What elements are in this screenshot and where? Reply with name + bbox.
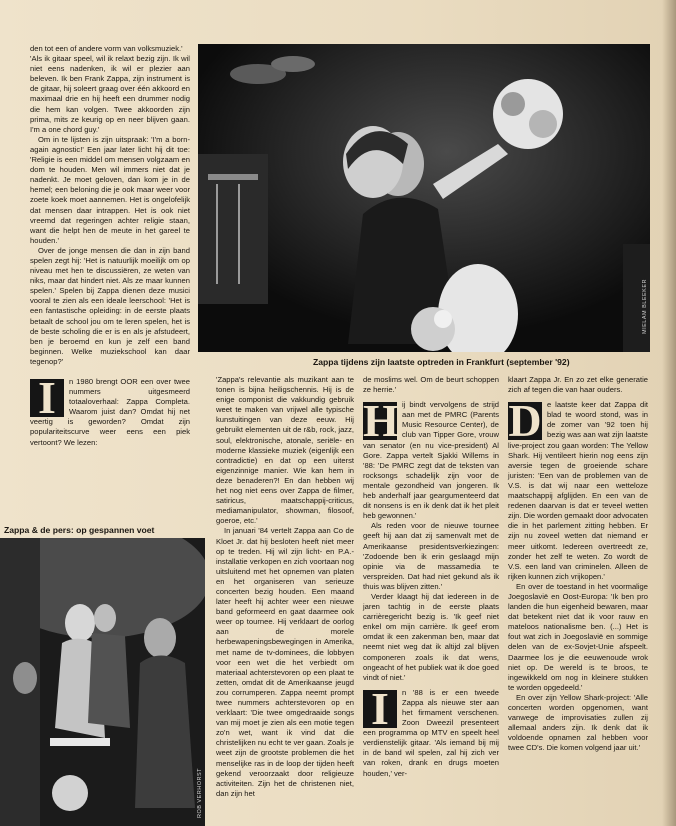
paragraph: de moslims wel. Om de beurt schoppen ze herrie.' <box>363 375 499 395</box>
paragraph: klaart Zappa Jr. En zo zet elke generatie zich af tegen die van haar ouders. <box>508 375 648 395</box>
paragraph: In januari '84 vertelt Zappa aan Co de Kloet Jr. dat hij besloten heeft niet meer op te treden. Hij wil zijn licht- en P.A.-installatie verkopen en zich voortaan nog uitsluitend met het opnemen van platen en het organiseren van serieuze concerten bezig houden. Een maand later heeft hij achter weer een nieuwe band geformeerd en gaat daarmee ook weer op tournee. Hij verklaart de oorlog aan de morele herbewapeningsbewegingen in Amerika, met name de tv-dominees, die lobbyen voor een wet die het verbiedt om materiaal achterstevoren op een plaat te zetten, omdat dit de Amerikaanse jeugd zou corrumperen. Zappa neemt prompt twee nummers achterstevoren op en verklaart: 'Die twee omgedraaide songs van mij moet je zien als een motie tegen zo'n wet, want ik vind dat die christelijken nu echt te ver gaan. Zoals je weet zijn de grootste problemen die het menselijke ras in de loop der tijden heeft gekend veroorzaakt door religieuze activiteiten. Zijn het de christenen niet, dan zijn het <box>216 526 354 798</box>
photo-caption: Zappa & de pers: op gespannen voet <box>4 525 155 535</box>
drop-cap: I <box>363 690 397 728</box>
concert-photo-image <box>198 44 650 352</box>
paragraph: Verder klaagt hij dat iedereen in de jaren tachtig in de eerste plaats carrièregericht bezig is. 'Ik geef niet enkel om mijn carrière. Ik geef erom omdat ik een zakenman ben, maar dat neemt niet weg dat ik altijd zal blijven componeren zoals ik dat wens, ongeacht of het publiek wat ik doe goed vindt of niet.' <box>363 591 499 682</box>
drop-cap: D <box>508 395 542 447</box>
article-column-3 <box>363 375 499 779</box>
paragraph: Als reden voor de nieuwe tournee geeft hij aan dat zij samenvalt met de Amerikaanse presidentsverkiezingen: 'Zodoende ben ik erin geslaagd mijn opinie via de massamedia te verspreiden. Dat had niet gekund als ik thuis was blijven zitten.' <box>363 521 499 591</box>
paragraph: Over de jonge mensen die dan in zijn band spelen zegt hij: 'Het is natuurlijk moeilijk om op niveau met hen te discussiëren, ze weten van niks, maar dat hindert niet. Als ze maar kunnen spelen.' Spelen bij Zappa dienen deze musici vooral te zien als een ideale leerschool: 'Het is een fantastische opleiding: in de eerste plaats betaalt de school jou om te leren spelen, het is de beste scholing die er is en als je afstudeert, ben je beroemd en kun je zelf een band beginnen. Welke muziekschool kan daar tegenop?' <box>30 245 190 366</box>
photo-credit: ROB VERHORST <box>197 768 203 819</box>
paragraph: Om in te lijsten is zijn uitspraak: 'I'm a born-again agnostic!' Een jaar later licht hij dit toe: 'Religie is een middel om mensen volgzaam en dom te houden. Men wil immers niet dat je nadenkt. Je moet geloven, dan kom je in de hemel; een beloning die je ook maar weer voor zoete koek moet aannemen. Het is ongelofelijk dat mensen daar intrappen. Het is ook niet vreemd dat regeringen achter religie staan, want die helpt hen de meute in het gareel te houden.' <box>30 134 190 245</box>
article-column-1 <box>30 44 190 448</box>
drop-cap: I <box>30 379 64 417</box>
paragraph: n 1980 brengt OOR een over twee nummers uitgesmeerd totaaloverhaal: Zappa Completa. Waarom juist dan? Omdat hij net veertig is geworden? Omdat zijn populariteitscurve weer eens een piek vertoont? We lezen: <box>30 377 190 447</box>
photo-caption: Zappa tijdens zijn laatste optreden in Frankfurt (september '92) <box>313 357 570 367</box>
paragraph: e laatste keer dat Zappa dit blad te woord stond, was in de zomer van '92 toen hij bezig was aan wat zijn laatste live-project zou gaan worden: The Yellow Shark. Hij ventileert hierin nog eens zijn aversie tegen de groeiende schare juristen: 'Een van de problemen van de V.S. is dat wij naar een wetteloze maatschappij afglijden. En een van de redenen daarvan is dat er teveel wetten zijn. Die worden gemaakt door advocaten die in het parlement zitting hebben. Er zijn nu zoveel wetten dat niemand er meer uitkomt. Iedereen overtreedt ze, zonder het zelf te weten. Zo wordt de V.S. een land van criminelen. Alleen de rijken kunnen zich vrijkopen.' <box>508 400 648 581</box>
paragraph: En over zijn Yellow Shark-project: 'Alle concerten worden opgenomen, want vanwege de improvisaties zullen zij allemaal anders zijn. Ik denk dat ik voldoende opnamen zal hebben voor twee CD's. Die komen volgend jaar uit.' <box>508 692 648 753</box>
paragraph: n '88 is er een tweede Zappa als nieuwe ster aan het firmament verschenen. Zoon Dweezil presenteert een programma op MTV en speelt heel verdienstelijk gitaar. 'Als iemand bij mij in de band wil spelen, zal hij zich ver van roken, drank en drugs moeten houden,' ver- <box>363 687 499 778</box>
press-photo <box>0 538 205 826</box>
paragraph: En over de toestand in het voormalige Joegoslavië en Oost-Europa: 'Ik ben pro landen die hun eigenheid bewaren, maar dat betekent niet dat ik voor rauw en mateloos nationalisme ben. (...) Het is fout wat zich in Joegoslavië en sommige delen van de ex-Sovjet-Unie afspeelt. Daarmee los je die eeuwenoude wrok niet op. De wereld is te broos, te ingewikkeld om nog in kleinere stukken te worden opgedeeld.' <box>508 581 648 692</box>
press-photo-image <box>0 538 205 826</box>
paragraph: den tot een of andere vorm van volksmuziek.' 'Als ik gitaar speel, wil ik relaxt bezig zijn. Ik wil niet eens nadenken, ik wil er plezier aan beleven. Ik ben Frank Zappa, zijn instrument is de gitaar, hij soleert graag over één akkoord en maximaal drie en hij heeft een drummer nodig die hem kan volgen. Twee akkoorden zijn prima, mits ze keurig op en neer blijven gaan. I'm a one chord guy.' <box>30 44 190 134</box>
paragraph: ij bindt vervolgens de strijd aan met de PMRC (Parents Music Resource Center), de club van Tipper Gore, vrouw van senator (en nu vice-president) Al Gore. Zappa vertelt Sjakki Willems in '88: 'De PMRC zegt dat de teksten van rocksongs schadelijk zijn voor de mentale gezondheid van jongeren. Ik heb anderhalf jaar geargumenteerd dat dit nonsens is en ik denk dat ik het pleit heb gewonnen.' <box>363 400 499 521</box>
page-gutter-shadow <box>662 0 676 826</box>
photo-credit: MIELAM BLEEKER <box>642 279 648 334</box>
article-column-4 <box>508 375 648 753</box>
drop-cap: H <box>363 395 399 447</box>
paragraph: 'Zappa's relevantie als muzikant aan te tonen is bijna heiligschennis. Hij is de enige componist die vakkundig gebruik weet te maken van vrijwel alle typische kunstuitingen van deze eeuw. Hij gebruikt elementen uit de r&b, rock, jazz, soul, elektronische, atonale, seriële- en moderne klassieke muziek (eigenlijk een contradictie) en dat op een uiterst eigenzinnige manier. Wie kan hem in deze benaderen?! En dan hebben wij het nog niet eens over Zappa de filmer, satiricus, maatschappij-criticus, mediamanipulator, showman, filosoof, goeroe, etc.' <box>216 375 354 526</box>
main-photo <box>198 44 650 352</box>
article-column-2 <box>216 375 354 799</box>
